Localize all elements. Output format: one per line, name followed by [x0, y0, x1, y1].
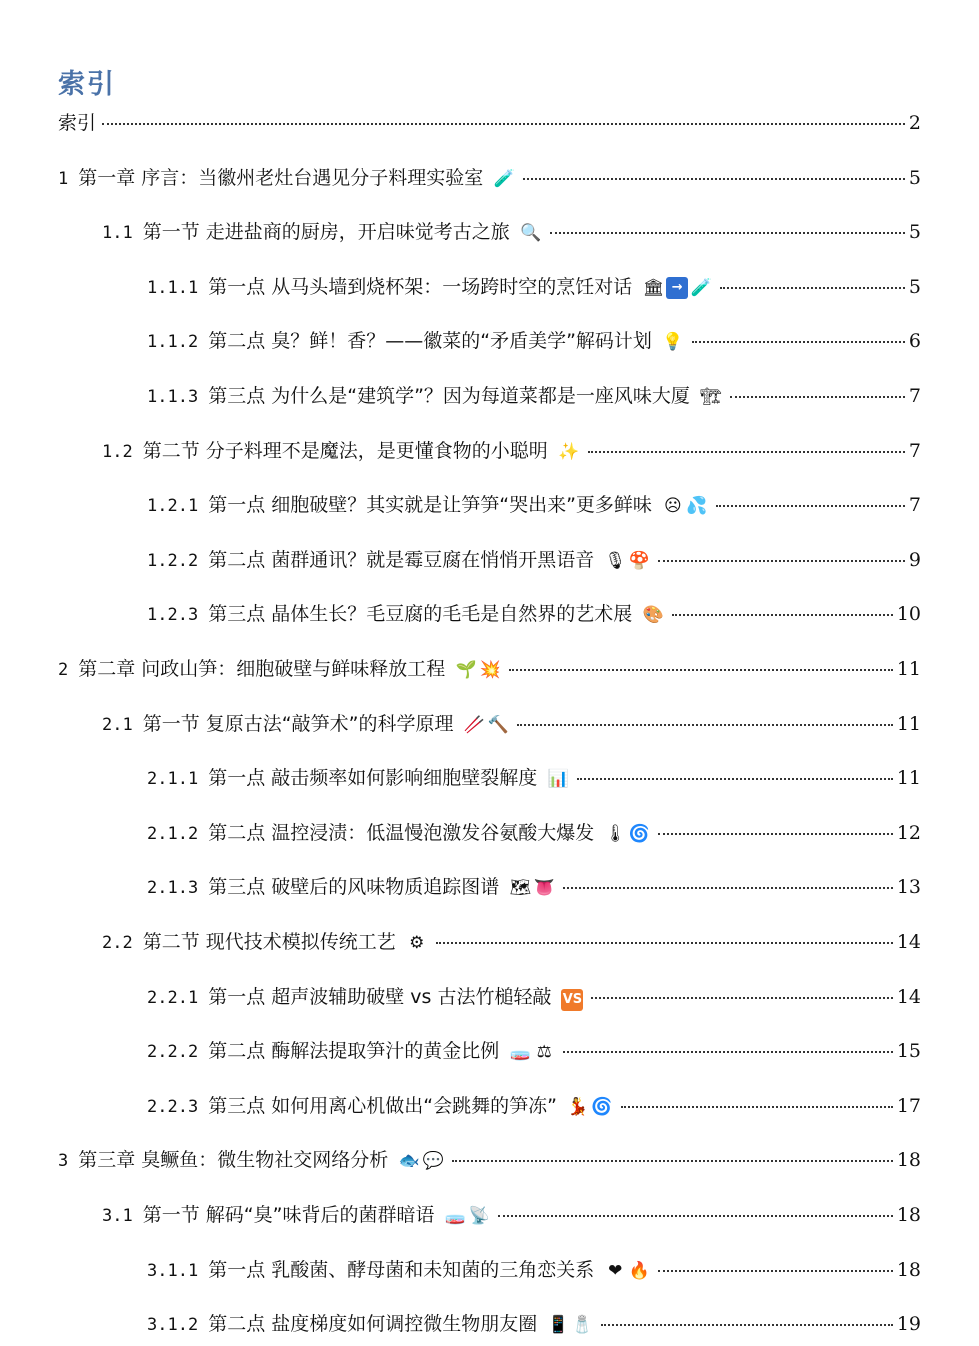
toc-entry-title: 第一节 复原古法“敲笋术”的科学原理 [142, 712, 454, 735]
toc-entry-number: 2.2.2 [147, 1042, 199, 1063]
toc-entry[interactable] [102, 217, 921, 247]
mushroom-icon: 🍄 [628, 550, 650, 571]
petri-dish-icon: 🧫 [509, 1042, 531, 1063]
hammer-icon: 🔨 [487, 714, 510, 735]
toc-entry-icons [700, 386, 724, 408]
thermometer-icon: 🌡 [604, 823, 627, 844]
dot-leader [658, 833, 893, 835]
toc-entry-icons [406, 932, 430, 954]
toc-entry[interactable] [102, 709, 921, 739]
toc-entry[interactable] [147, 545, 921, 575]
test-tube-icon: 🧪 [493, 168, 515, 189]
toc-entry-icons [662, 495, 710, 517]
toc-entry-number: 1.2.3 [147, 605, 199, 626]
toc-entry[interactable] [58, 654, 921, 684]
toc-entry[interactable] [147, 1036, 921, 1066]
microphone-icon: 🎙 [604, 550, 627, 571]
toc-entry[interactable] [147, 1091, 921, 1121]
toc-entry-page-number: 5 [908, 166, 921, 189]
toc-entry-title: 第二节 现代技术模拟传统工艺 [142, 931, 396, 953]
toc-entry-icons [558, 441, 582, 463]
toc-entry[interactable] [147, 982, 921, 1012]
heart-icon: ❤ [608, 1260, 623, 1281]
fish-icon: 🐟 [398, 1151, 420, 1172]
toc-entry-page-number: 5 [908, 221, 921, 244]
toc-entry-number: 3.1.1 [147, 1260, 199, 1281]
toc-entry-number: 2.1 [102, 714, 133, 735]
seedling-icon: 🌱 [455, 660, 477, 680]
toc-entry-number: 1 [58, 168, 69, 189]
toc-entry-title: 第一节 解码“臭”味背后的菌群暗语 [142, 1204, 435, 1226]
toc-entry[interactable] [147, 872, 921, 902]
speech-bubble-icon: 💬 [422, 1151, 444, 1172]
toc-entry-number: 2.1.3 [147, 878, 199, 899]
map-icon: 🗺 [509, 878, 532, 899]
toc-entry-title: 第三章 臭鳜鱼：微生物社交网络分析 [78, 1149, 389, 1172]
toc-entry-icons [642, 604, 666, 626]
arrow-right-icon: → [666, 277, 688, 299]
balance-scale-icon: ⚖ [536, 1042, 552, 1063]
toc-entry[interactable] [58, 1145, 921, 1175]
toc-entry-page-number: 2 [908, 112, 921, 134]
toc-entry[interactable] [147, 763, 921, 793]
toc-entry-title: 第二点 菌群通讯？就是霉豆腐在悄悄开黑语音 [208, 548, 595, 571]
vs-icon: VS [561, 989, 583, 1011]
toc-entry-page-number: 9 [908, 548, 921, 571]
dot-leader [523, 178, 905, 180]
toc-entry-title: 第一章 序言：当徽州老灶台遇见分子料理实验室 [78, 166, 484, 189]
toc-entry-page-number: 14 [896, 985, 921, 1008]
toc-entry-title: 第一点 敲击频率如何影响细胞壁裂解度 [208, 767, 538, 790]
dot-leader [452, 1160, 893, 1162]
dot-leader [563, 887, 893, 889]
bar-chart-icon: 📊 [547, 769, 569, 790]
fire-icon: 🔥 [628, 1260, 650, 1281]
sad-face-icon: ☹ [664, 496, 682, 517]
toc-entry-number: 2.2 [102, 933, 133, 953]
dot-leader [716, 505, 905, 507]
toc-entry-icons [561, 989, 585, 1011]
droplets-icon: 💦 [686, 496, 708, 517]
toc-entry-icons [604, 550, 652, 572]
toc-entry-page-number: 18 [896, 1258, 921, 1281]
toc-entry[interactable] [58, 163, 921, 193]
dot-leader [692, 341, 905, 343]
dot-leader [591, 997, 892, 999]
toc-entry-number: 1.2 [102, 441, 133, 462]
toc-entry-number: 2 [58, 660, 69, 680]
toc-entry-number: 3 [58, 1151, 69, 1172]
toc-entry-title: 第二点 温控浸渍：低温慢泡激发谷氨酸大爆发 [208, 821, 595, 844]
toc-entry[interactable] [147, 326, 921, 356]
toc-entry-number: 2.2.1 [147, 987, 199, 1008]
dot-leader [577, 778, 893, 780]
mobile-phone-icon: 📱 [547, 1315, 569, 1336]
dot-leader [720, 287, 905, 289]
toc-entry[interactable] [58, 108, 921, 138]
toc-entry-title: 第三点 晶体生长？毛豆腐的毛毛是自然界的艺术展 [208, 603, 633, 626]
toc-entry-page-number: 11 [896, 712, 921, 735]
toc-entry-number: 2.2.3 [147, 1096, 199, 1117]
toc-entry[interactable] [102, 927, 921, 957]
classical-building-icon: 🏛 [642, 277, 665, 298]
petri-dish-icon: 🧫 [444, 1206, 467, 1226]
lava-swirl-icon: 🌀 [628, 823, 650, 844]
collision-icon: 💥 [479, 660, 501, 680]
toc-entry-icons [567, 1096, 615, 1118]
light-bulb-icon: 💡 [662, 332, 684, 353]
toc-entry-icons [398, 1150, 446, 1172]
tongue-icon: 👅 [533, 878, 555, 899]
gear-icon: ⚙ [409, 933, 425, 953]
toc-entry-title: 第三点 如何用离心机做出“会跳舞的笋冻” [208, 1094, 557, 1117]
toc-entry-number: 3.1 [102, 1206, 133, 1226]
dot-leader [621, 1106, 893, 1108]
toc-entry-page-number: 14 [896, 931, 921, 953]
dot-leader [658, 1270, 893, 1272]
toc-entry-page-number: 17 [896, 1094, 921, 1117]
construction-icon: 🏗 [700, 387, 722, 407]
toc-entry[interactable] [147, 1255, 921, 1285]
toc-entry-icons [455, 659, 503, 681]
toc-entry-icons [547, 768, 571, 790]
toc-entry[interactable] [147, 272, 921, 302]
index-heading: 索引 [58, 69, 116, 100]
toc-entry-page-number: 12 [896, 821, 921, 844]
toc-entry[interactable] [147, 1309, 921, 1339]
toc-entry-title: 第一节 走进盐商的厨房，开启味觉考古之旅 [142, 221, 510, 244]
toc-entry-page-number: 11 [896, 658, 921, 680]
dot-leader [730, 396, 905, 398]
toc-entry-number: 1.2.2 [147, 550, 199, 571]
toc-entry-title: 第二点 臭？鲜！香？——徽菜的“矛盾美学”解码计划 [208, 330, 652, 353]
satellite-dish-icon: 📡 [468, 1206, 491, 1226]
toc-entry-page-number: 7 [908, 494, 921, 517]
salt-shaker-icon: 🧂 [571, 1315, 593, 1336]
dot-leader [672, 614, 893, 616]
toc-entry-page-number: 18 [896, 1149, 921, 1172]
dot-leader [436, 942, 893, 944]
toc-entry-icons [463, 714, 511, 736]
toc-entry-page-number: 5 [908, 275, 921, 298]
toc-entry-icons [520, 222, 544, 244]
toc-entry-title: 第一点 超声波辅助破壁 vs 古法竹槌轻敲 [208, 985, 552, 1008]
toc-entry-icons [604, 1260, 652, 1282]
toc-entry-number: 1.2.1 [147, 496, 199, 517]
toc-entry-title: 第三点 破壁后的风味物质追踪图谱 [208, 876, 500, 899]
magnifier-icon: 🔍 [520, 223, 542, 244]
toc-entry-number: 1.1.1 [147, 277, 199, 298]
dot-leader [658, 560, 905, 562]
toc-entry-page-number: 11 [896, 767, 921, 790]
toc-entry-icons [604, 823, 652, 845]
toc-entry-icons [493, 168, 517, 190]
toc-entry-page-number: 6 [908, 330, 921, 353]
toc-entry[interactable] [147, 381, 921, 411]
toc-entry-page-number: 7 [908, 385, 921, 407]
toc-entry[interactable] [147, 599, 921, 629]
toc-entry-title: 第二章 问政山笋：细胞破壁与鲜味释放工程 [78, 658, 446, 680]
toc-entry-number: 3.1.2 [147, 1315, 199, 1336]
dancer-icon: 💃 [567, 1096, 589, 1117]
dot-leader [550, 232, 905, 234]
toc-entry-title: 索引 [58, 112, 97, 134]
cyclone-icon: 🌀 [591, 1096, 613, 1117]
toc-entry-number: 2.1.2 [147, 823, 199, 844]
palette-icon: 🎨 [642, 605, 664, 626]
dot-leader [517, 724, 892, 726]
toc-entry-page-number: 19 [896, 1313, 921, 1336]
toc-entry-title: 第一点 细胞破壁？其实就是让笋笋“哭出来”更多鲜味 [208, 494, 652, 517]
toc-entry-icons [642, 277, 714, 299]
toc-entry-page-number: 7 [908, 439, 921, 462]
dot-leader [498, 1215, 892, 1217]
toc-entry[interactable] [147, 818, 921, 848]
toc-entry[interactable] [102, 436, 921, 466]
toc-entry-icons [444, 1205, 492, 1227]
toc-entry[interactable] [147, 490, 921, 520]
toc-entry-page-number: 18 [896, 1204, 921, 1226]
toc-entry-title: 第一点 乳酸菌、酵母菌和未知菌的三角恋关系 [208, 1258, 595, 1281]
toc-entry-title: 第二点 酶解法提取笋汁的黄金比例 [208, 1040, 500, 1063]
dot-leader [563, 1051, 893, 1053]
toc-entry-page-number: 13 [896, 876, 921, 899]
test-tube-icon: 🧪 [690, 277, 712, 298]
toc-entry-icons [509, 877, 557, 899]
toc-entry[interactable] [102, 1200, 921, 1230]
toc-entry-number: 1.1 [102, 223, 133, 244]
toc-entry-page-number: 10 [896, 603, 921, 626]
dot-leader [102, 123, 905, 125]
toc-entry-number: 1.1.3 [147, 387, 199, 407]
toc-entry-icons [509, 1041, 557, 1063]
toc-entry-page-number: 15 [896, 1040, 921, 1063]
chopsticks-icon: 🥢 [463, 714, 486, 735]
dot-leader [601, 1324, 893, 1326]
toc-entry-title: 第二节 分子料理不是魔法，是更懂食物的小聪明 [142, 439, 548, 462]
dot-leader [588, 451, 905, 453]
sparkles-icon: ✨ [558, 441, 580, 462]
toc-entry-icons [547, 1314, 595, 1336]
toc-entry-number: 1.1.2 [147, 332, 199, 353]
toc-entry-title: 第二点 盐度梯度如何调控微生物朋友圈 [208, 1313, 538, 1336]
dot-leader [509, 669, 893, 671]
toc-entry-number: 2.1.1 [147, 769, 199, 790]
toc-entry-icons [662, 331, 686, 353]
toc-entry-title: 第三点 为什么是“建筑学”？因为每道菜都是一座风味大厦 [208, 385, 690, 407]
toc-entry-title: 第一点 从马头墙到烧杯架：一场跨时空的烹饪对话 [208, 275, 633, 298]
